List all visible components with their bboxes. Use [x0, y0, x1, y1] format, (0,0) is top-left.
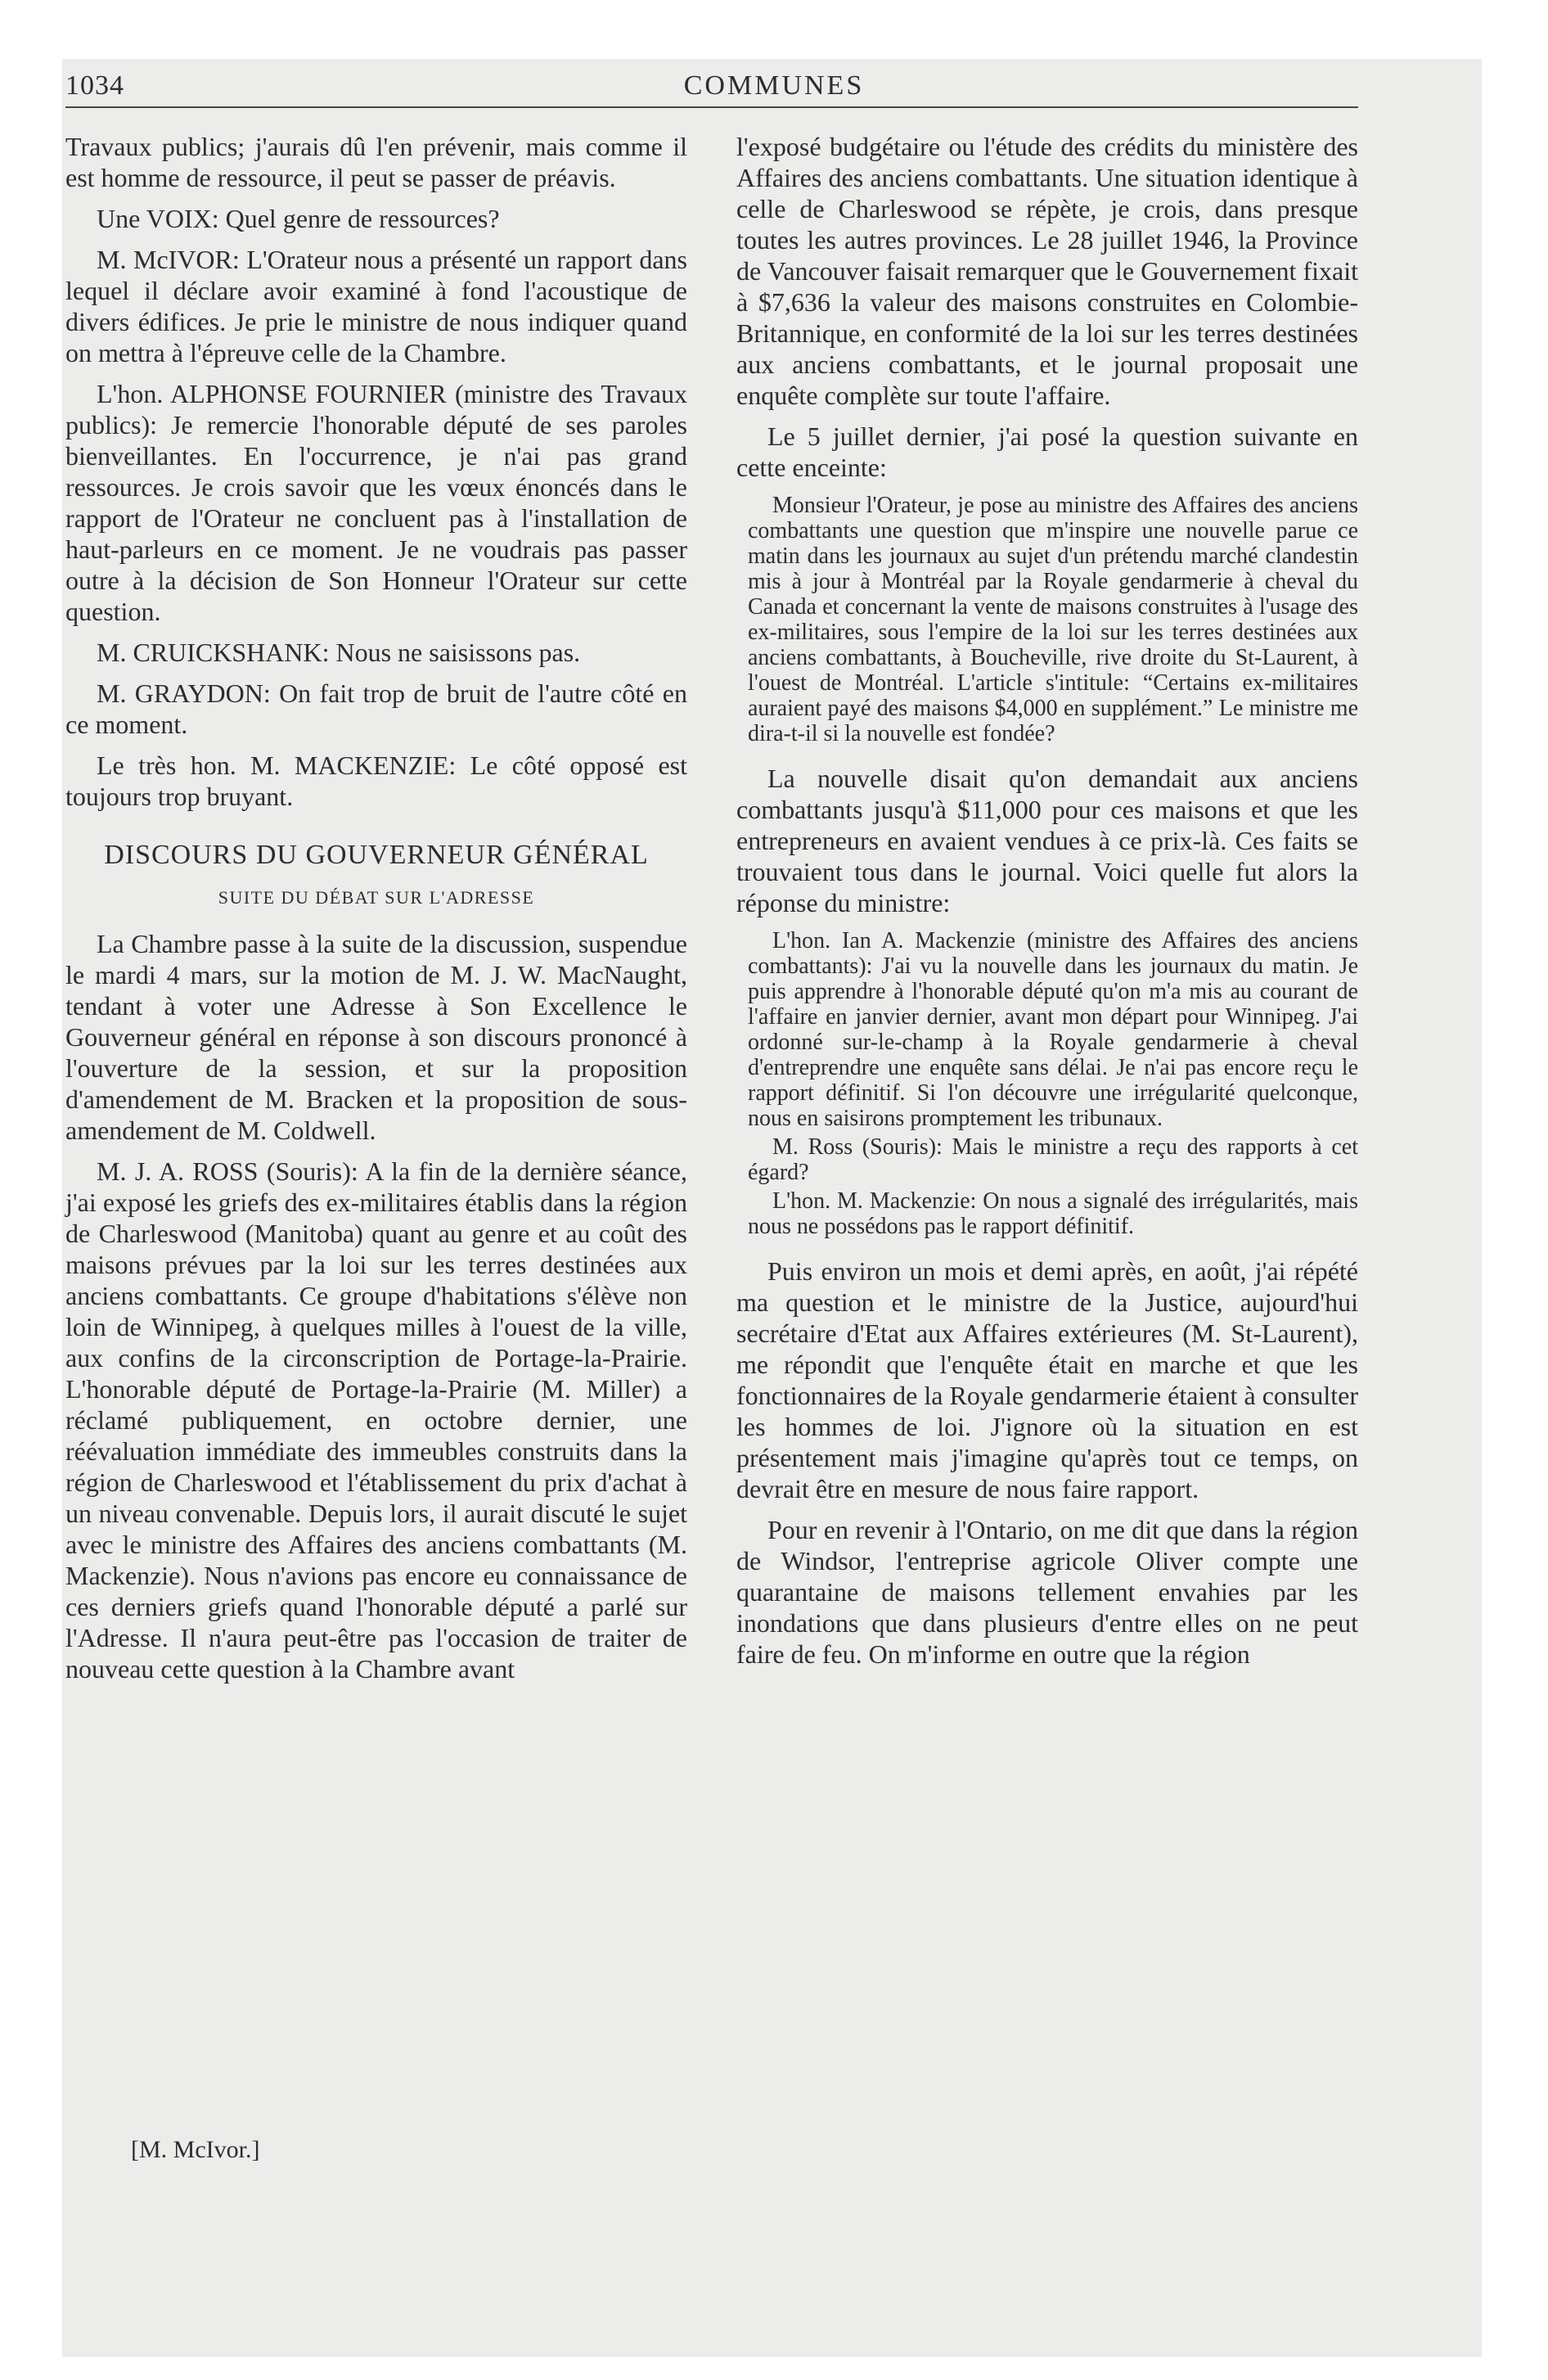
- header-rule: [65, 106, 1358, 108]
- paragraph: Travaux publics; j'aurais dû l'en prévenir, mais comme il est homme de ressource, il peut se passer de préavis.: [65, 132, 687, 192]
- paragraph: M. GRAYDON: On fait trop de bruit de l'autre côté en ce moment.: [65, 678, 687, 739]
- running-head: COMMUNES: [683, 70, 865, 101]
- paragraph: M. J. A. ROSS (Souris): A la fin de la dernière séance, j'ai exposé les griefs des ex-militaires établis dans la région de Charleswood (Manitoba) quant au genre et au coût des maisons prévues par la loi sur les terres destinées aux anciens combattants. Ce groupe d'habitations s'élève non loin de Winnipeg, à quelques milles à l'ouest de la ville, aux confins de la circonscription de Portage-la-Prairie. L'honorable député de Portage-la-Prairie (M. Miller) a réclamé publiquement, en octobre dernier, une réévaluation immédiate des immeubles construits dans la région de Charleswood et l'établissement du prix d'achat à un niveau convenable. Depuis lors, il aurait discuté le sujet avec le ministre des Affaires des anciens combattants (M. Mackenzie). Nous n'avions pas encore eu connaissance de ces derniers griefs quand l'honorable député a parlé sur l'Adresse. Il n'aura peut-être pas l'occasion de traiter de nouveau cette question à la Chambre avant: [65, 1156, 687, 1684]
- section-title: DISCOURS DU GOUVERNEUR GÉNÉRAL: [104, 840, 649, 870]
- paragraph: Le 5 juillet dernier, j'ai posé la question suivante en cette enceinte:: [736, 421, 1358, 482]
- block-quote: [736, 493, 1358, 746]
- paragraph: M. McIVOR: L'Orateur nous a présenté un rapport dans lequel il déclare avoir examiné à fond l'acoustique de divers édifices. Je prie le ministre de nous indiquer quand on mettra à l'épreuve celle de la Chambre.: [65, 245, 687, 367]
- paragraph: Une VOIX: Quel genre de ressources?: [97, 204, 500, 233]
- paragraph: Pour en revenir à l'Ontario, on me dit que dans la région de Windsor, l'entreprise agricole Oliver compte une quarantaine de maisons tellement envahies par les inondations que dans plusieurs d'entre elles on ne peut faire de feu. On m'informe en outre que la région: [736, 1515, 1358, 1669]
- section-subtitle: SUITE DU DÉBAT SUR L'ADRESSE: [218, 887, 535, 908]
- quote-paragraph: L'hon. Ian A. Mackenzie (ministre des Affaires des anciens combattants): J'ai vu la nouvelle dans les journaux du matin. Je puis apprendre à l'honorable député qu'on m'a mis au courant de l'affaire en janvier dernier, avant mon départ pour Winnipeg. J'ai ordonné sur-le-champ à la Royale gendarmerie à cheval d'entreprendre une enquête sans délai. Je n'ai pas encore reçu le rapport définitif. Si l'on découvre une irrégularité quelconque, nous en saisirons promptement les tribunaux.: [748, 928, 1358, 1131]
- block-quote: [736, 928, 1358, 1239]
- left-column: [65, 131, 687, 1694]
- speaker-note: [M. McIvor.]: [131, 2136, 260, 2163]
- paragraph: La Chambre passe à la suite de la discussion, suspendue le mardi 4 mars, sur la motion de M. J. W. MacNaught, tendant à voter une Adresse à Son Excellence le Gouverneur général en réponse à son discours prononcé à l'ouverture de la session, et sur la proposition d'amendement de M. Bracken et la proposition de sous-amendement de M. Coldwell.: [65, 929, 687, 1145]
- paragraph: l'exposé budgétaire ou l'étude des crédits du ministère des Affaires des anciens combattants. Une situation identique à celle de Charleswood se répète, je crois, dans presque toutes les autres provinces. Le 28 juillet 1946, la Province de Vancouver faisait remarquer que le Gouvernement fixait à $7,636 la valeur des maisons construites en Colombie-Britannique, en conformité de la loi sur les terres destinées aux anciens combattants, et le journal proposait une enquête complète sur toute l'affaire.: [736, 132, 1358, 410]
- paragraph: La nouvelle disait qu'on demandait aux anciens combattants jusqu'à $11,000 pour ces maisons et que les entrepreneurs en avaient vendues à ce prix-là. Ces faits se trouvaient tous dans le journal. Voici quelle fut alors la réponse du ministre:: [736, 764, 1358, 917]
- paragraph: Puis environ un mois et demi après, en août, j'ai répété ma question et le ministre de la Justice, aujourd'hui secrétaire d'Etat aux Affaires extérieures (M. St-Laurent), me répondit que l'enquête était en marche et que les fonctionnaires de la Royale gendarmerie étaient à consulter les hommes de loi. J'ignore où la situation en est présentement mais j'imagine qu'après tout ce temps, on devrait être en mesure de nous faire rapport.: [736, 1256, 1358, 1503]
- quote-paragraph: Monsieur l'Orateur, je pose au ministre des Affaires des anciens combattants une question que m'inspire une nouvelle parue ce matin dans les journaux au sujet d'un prétendu marché clandestin mis à jour à Montréal par la Royale gendarmerie à cheval du Canada et concernant la vente de maisons construites à l'usage des ex-militaires, sous l'empire de la loi sur les terres destinées aux anciens combattants, à Boucheville, rive droite du St-Laurent, à l'ouest de Montréal. L'article s'intitule: “Certains ex-militaires auraient payé des maisons $4,000 en supplément.” Le ministre me dira-t-il si la nouvelle est fondée?: [748, 493, 1358, 746]
- paragraph: Le très hon. M. MACKENZIE: Le côté opposé est toujours trop bruyant.: [65, 751, 687, 811]
- paragraph: L'hon. ALPHONSE FOURNIER (ministre des Travaux publics): Je remercie l'honorable député de ses paroles bienveillantes. En l'occurrence, je n'ai pas grand ressources. Je crois savoir que les vœux énoncés dans le rapport de l'Orateur ne concluent pas à l'installation de haut-parleurs en ce moment. Je ne voudrais pas passer outre à la décision de Son Honneur l'Orateur sur cette question.: [65, 379, 687, 626]
- paragraph: M. CRUICKSHANK: Nous ne saisissons pas.: [97, 638, 581, 667]
- page-number: 1034: [65, 70, 124, 101]
- right-column: [736, 131, 1358, 1679]
- quote-paragraph: L'hon. M. Mackenzie: On nous a signalé des irrégularités, mais nous ne possédons pas le rapport définitif.: [748, 1188, 1358, 1239]
- quote-paragraph: M. Ross (Souris): Mais le ministre a reçu des rapports à cet égard?: [748, 1134, 1358, 1185]
